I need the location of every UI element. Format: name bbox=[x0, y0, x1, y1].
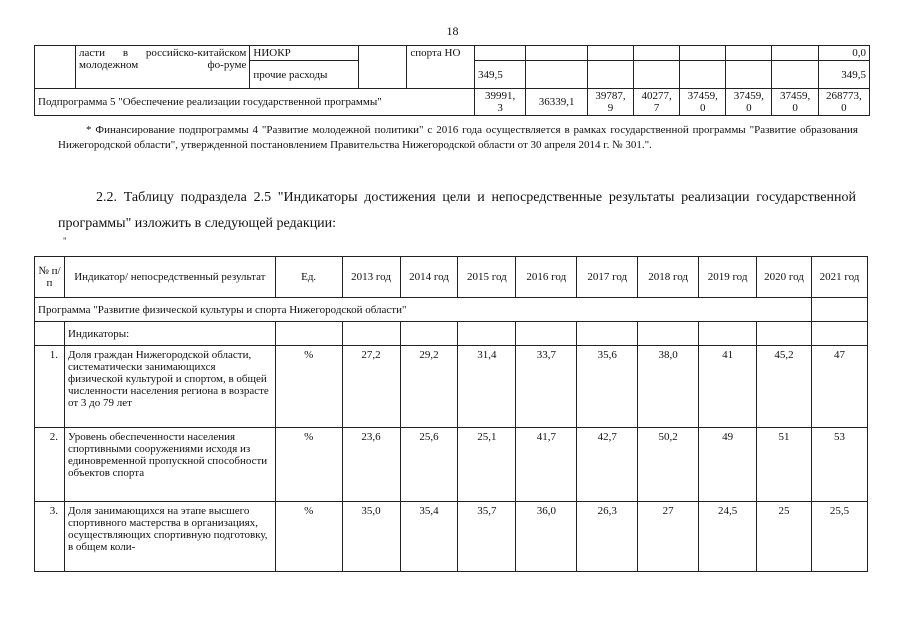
budget-row-subprogram-5 bbox=[35, 89, 870, 116]
header-year: 2018 год bbox=[638, 257, 699, 298]
budget-category-niokr: НИОКР bbox=[250, 46, 359, 61]
row-value: 41,7 bbox=[516, 428, 577, 502]
row-value: 31,4 bbox=[458, 346, 516, 428]
indicators-table bbox=[34, 256, 868, 572]
section-label: Индикаторы: bbox=[64, 322, 275, 346]
header-year: 2016 год bbox=[516, 257, 577, 298]
row-value: 25,6 bbox=[400, 428, 458, 502]
row-value: 41 bbox=[699, 346, 757, 428]
row-indicator-name: Уровень обеспеченности населения спортивными сооружениями исходя из единовременной пропускной способности объектов спорта bbox=[64, 428, 275, 502]
row-value: 33,7 bbox=[516, 346, 577, 428]
row-value: 27,2 bbox=[342, 346, 400, 428]
header-indicator: Индикатор/ непосредственный результат bbox=[64, 257, 275, 298]
program-title-row bbox=[35, 298, 868, 322]
row-unit: % bbox=[275, 502, 342, 572]
subprogram-5-name: Подпрограмма 5 "Обеспечение реализации государственной программы" bbox=[35, 89, 475, 116]
row-value: 35,4 bbox=[400, 502, 458, 572]
subprogram-5-value: 36339,1 bbox=[526, 89, 588, 116]
section-label-row bbox=[35, 322, 868, 346]
row-num: 2. bbox=[35, 428, 65, 502]
program-title: Программа "Развитие физической культуры и спорта Нижегородской области" bbox=[35, 298, 812, 322]
row-value: 53 bbox=[811, 428, 867, 502]
header-year: 2019 год bbox=[699, 257, 757, 298]
header-year: 2015 год bbox=[458, 257, 516, 298]
quote-mark: " bbox=[63, 236, 67, 246]
budget-total-niokr: 0,0 bbox=[818, 46, 869, 61]
paragraph-2-2: 2.2. Таблицу подраздела 2.5 "Индикаторы достижения цели и непосредственные результаты реализации государственной программы" изложить в следующей редакции: bbox=[58, 190, 856, 231]
subprogram-5-value: 40277, 7 bbox=[634, 89, 680, 116]
row-value: 27 bbox=[638, 502, 699, 572]
page-number: 18 bbox=[446, 24, 459, 38]
budget-table bbox=[34, 45, 870, 116]
row-indicator-name: Доля занимающихся на этапе высшего спортивного мастерства в организациях, осуществляющих спортивную подготовку, в общем коли- bbox=[64, 502, 275, 572]
budget-value-2014: 349,5 bbox=[475, 61, 526, 89]
header-unit: Ед. bbox=[275, 257, 342, 298]
subprogram-5-value: 39991, 3 bbox=[475, 89, 526, 116]
row-value: 35,0 bbox=[342, 502, 400, 572]
header-year: 2020 год bbox=[757, 257, 812, 298]
table-row bbox=[35, 502, 868, 572]
table-row bbox=[35, 428, 868, 502]
header-year: 2014 год bbox=[400, 257, 458, 298]
indicators-header-row bbox=[35, 257, 868, 298]
row-unit: % bbox=[275, 346, 342, 428]
row-value: 26,3 bbox=[577, 502, 638, 572]
budget-executor: спорта НО bbox=[407, 46, 475, 89]
table-row bbox=[35, 346, 868, 428]
row-value: 49 bbox=[699, 428, 757, 502]
row-value: 24,5 bbox=[699, 502, 757, 572]
budget-total-other: 349,5 bbox=[818, 61, 869, 89]
budget-category-other: прочие расходы bbox=[250, 61, 359, 89]
row-unit: % bbox=[275, 428, 342, 502]
row-value: 23,6 bbox=[342, 428, 400, 502]
row-value: 36,0 bbox=[516, 502, 577, 572]
row-num: 3. bbox=[35, 502, 65, 572]
row-value: 35,6 bbox=[577, 346, 638, 428]
row-value: 51 bbox=[757, 428, 812, 502]
row-value: 35,7 bbox=[458, 502, 516, 572]
row-value: 29,2 bbox=[400, 346, 458, 428]
row-num: 1. bbox=[35, 346, 65, 428]
subprogram-5-value: 37459, 0 bbox=[726, 89, 772, 116]
subprogram-5-value: 37459, 0 bbox=[680, 89, 726, 116]
header-num: № п/п bbox=[35, 257, 65, 298]
row-value: 45,2 bbox=[757, 346, 812, 428]
row-value: 25,5 bbox=[811, 502, 867, 572]
budget-row-niokr bbox=[35, 46, 870, 61]
row-value: 50,2 bbox=[638, 428, 699, 502]
budget-row-description: ласти в российско-китайском молодежном фо-руме bbox=[76, 46, 250, 89]
row-value: 25,1 bbox=[458, 428, 516, 502]
subprogram-5-value: 268773, 0 bbox=[818, 89, 869, 116]
header-year: 2021 год bbox=[811, 257, 867, 298]
footnote: * Финансирование подпрограммы 4 "Развитие молодежной политики" с 2016 года осуществляется в рамках государственной программы "Развитие образования Нижегородской области", утвержденной постановлением Правительства Нижегородской области от 30 апреля 2014 г. № 301.". bbox=[58, 124, 858, 151]
row-value: 25 bbox=[757, 502, 812, 572]
header-year: 2013 год bbox=[342, 257, 400, 298]
subprogram-5-value: 39787, 9 bbox=[587, 89, 633, 116]
subprogram-5-value: 37459, 0 bbox=[772, 89, 818, 116]
row-indicator-name: Доля граждан Нижегородской области, систематически занимающихся физической культурой и спортом, в общей численности населения региона в возрасте от 3 до 79 лет bbox=[64, 346, 275, 428]
row-value: 47 bbox=[811, 346, 867, 428]
row-value: 38,0 bbox=[638, 346, 699, 428]
header-year: 2017 год bbox=[577, 257, 638, 298]
row-value: 42,7 bbox=[577, 428, 638, 502]
